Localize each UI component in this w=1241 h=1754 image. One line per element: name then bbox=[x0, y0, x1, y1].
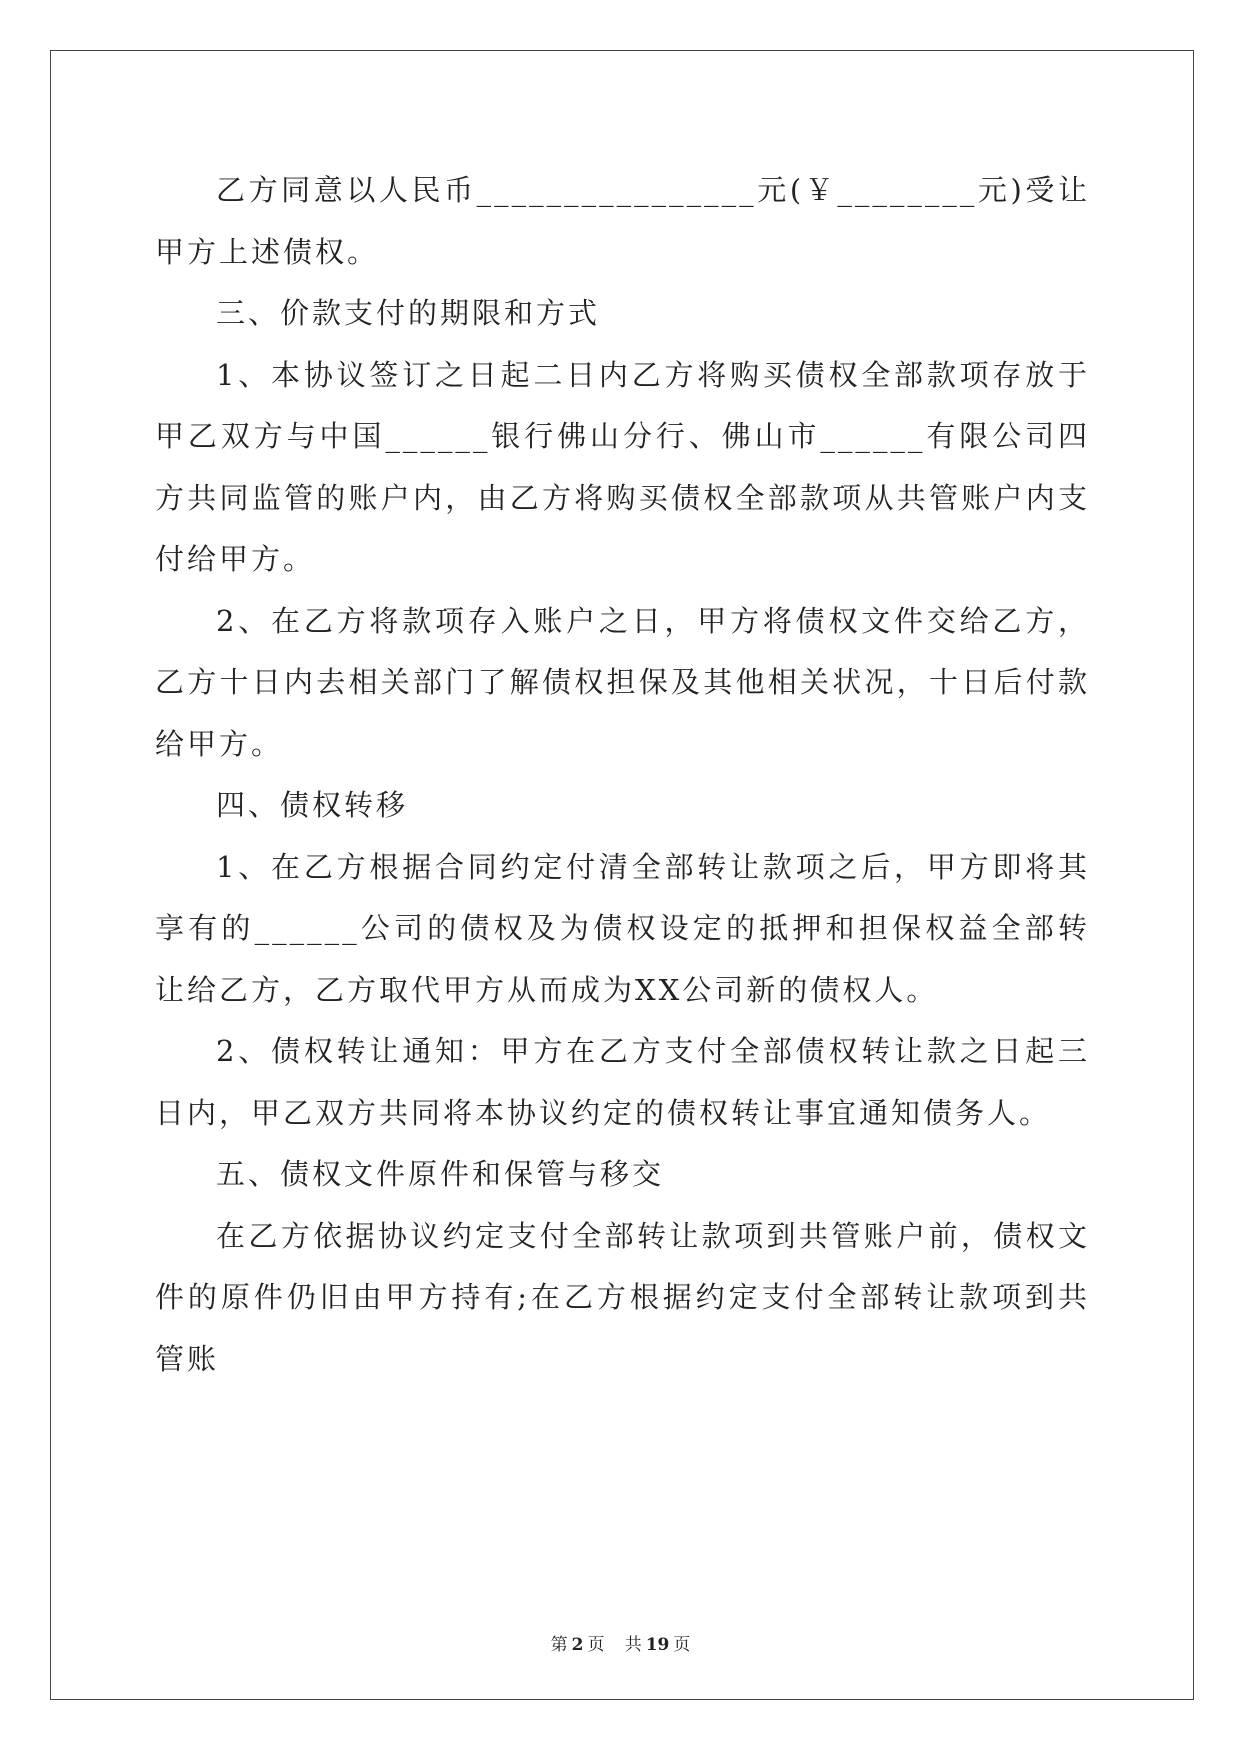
paragraph-custody: 在乙方依据协议约定支付全部转让款项到共管账户前，债权文件的原件仍旧由甲方持有;在乙方根据约定支付全部转让款项到共管账 bbox=[155, 1218, 1090, 1376]
paragraph-payment-1: 1、本协议签订之日起二日内乙方将购买债权全部款项存放于甲乙双方与中国______银行佛山分行、佛山市______有限公司四方共同监管的账户内，由乙方将购买债权全部款项从共管账户内支付给甲方。 bbox=[155, 357, 1090, 576]
page-footer bbox=[0, 1630, 1241, 1655]
paragraph-transfer-1: 1、在乙方根据合同约定付清全部转让款项之后，甲方即将其享有的______公司的债权及为债权设定的抵押和担保权益全部转让给乙方，乙方取代甲方从而成为XX公司新的债权人。 bbox=[155, 849, 1090, 1007]
footer-total-suffix: 页 bbox=[673, 1635, 691, 1655]
heading-payment-terms: 三、价款支付的期限和方式 bbox=[216, 296, 601, 330]
footer-total-prefix: 共 bbox=[624, 1635, 642, 1655]
footer-total-pages: 19 bbox=[645, 1635, 670, 1655]
document-body bbox=[155, 160, 1090, 1390]
footer-prefix: 第 bbox=[550, 1635, 568, 1655]
footer-page-number: 2 bbox=[571, 1635, 584, 1655]
footer-page-suffix: 页 bbox=[587, 1635, 605, 1655]
heading-document-custody: 五、债权文件原件和保管与移交 bbox=[216, 1157, 665, 1191]
paragraph-payment-2: 2、在乙方将款项存入账户之日，甲方将债权文件交给乙方，乙方十日内去相关部门了解债权担保及其他相关状况，十日后付款给甲方。 bbox=[155, 603, 1090, 761]
paragraph-transfer-2: 2、债权转让通知：甲方在乙方支付全部债权转让款之日起三日内，甲乙双方共同将本协议约定的债权转让事宜通知债务人。 bbox=[155, 1034, 1090, 1130]
paragraph-price: 乙方同意以人民币________________元(￥________元)受让甲方上述债权。 bbox=[155, 173, 1090, 269]
heading-debt-transfer: 四、债权转移 bbox=[216, 788, 409, 822]
